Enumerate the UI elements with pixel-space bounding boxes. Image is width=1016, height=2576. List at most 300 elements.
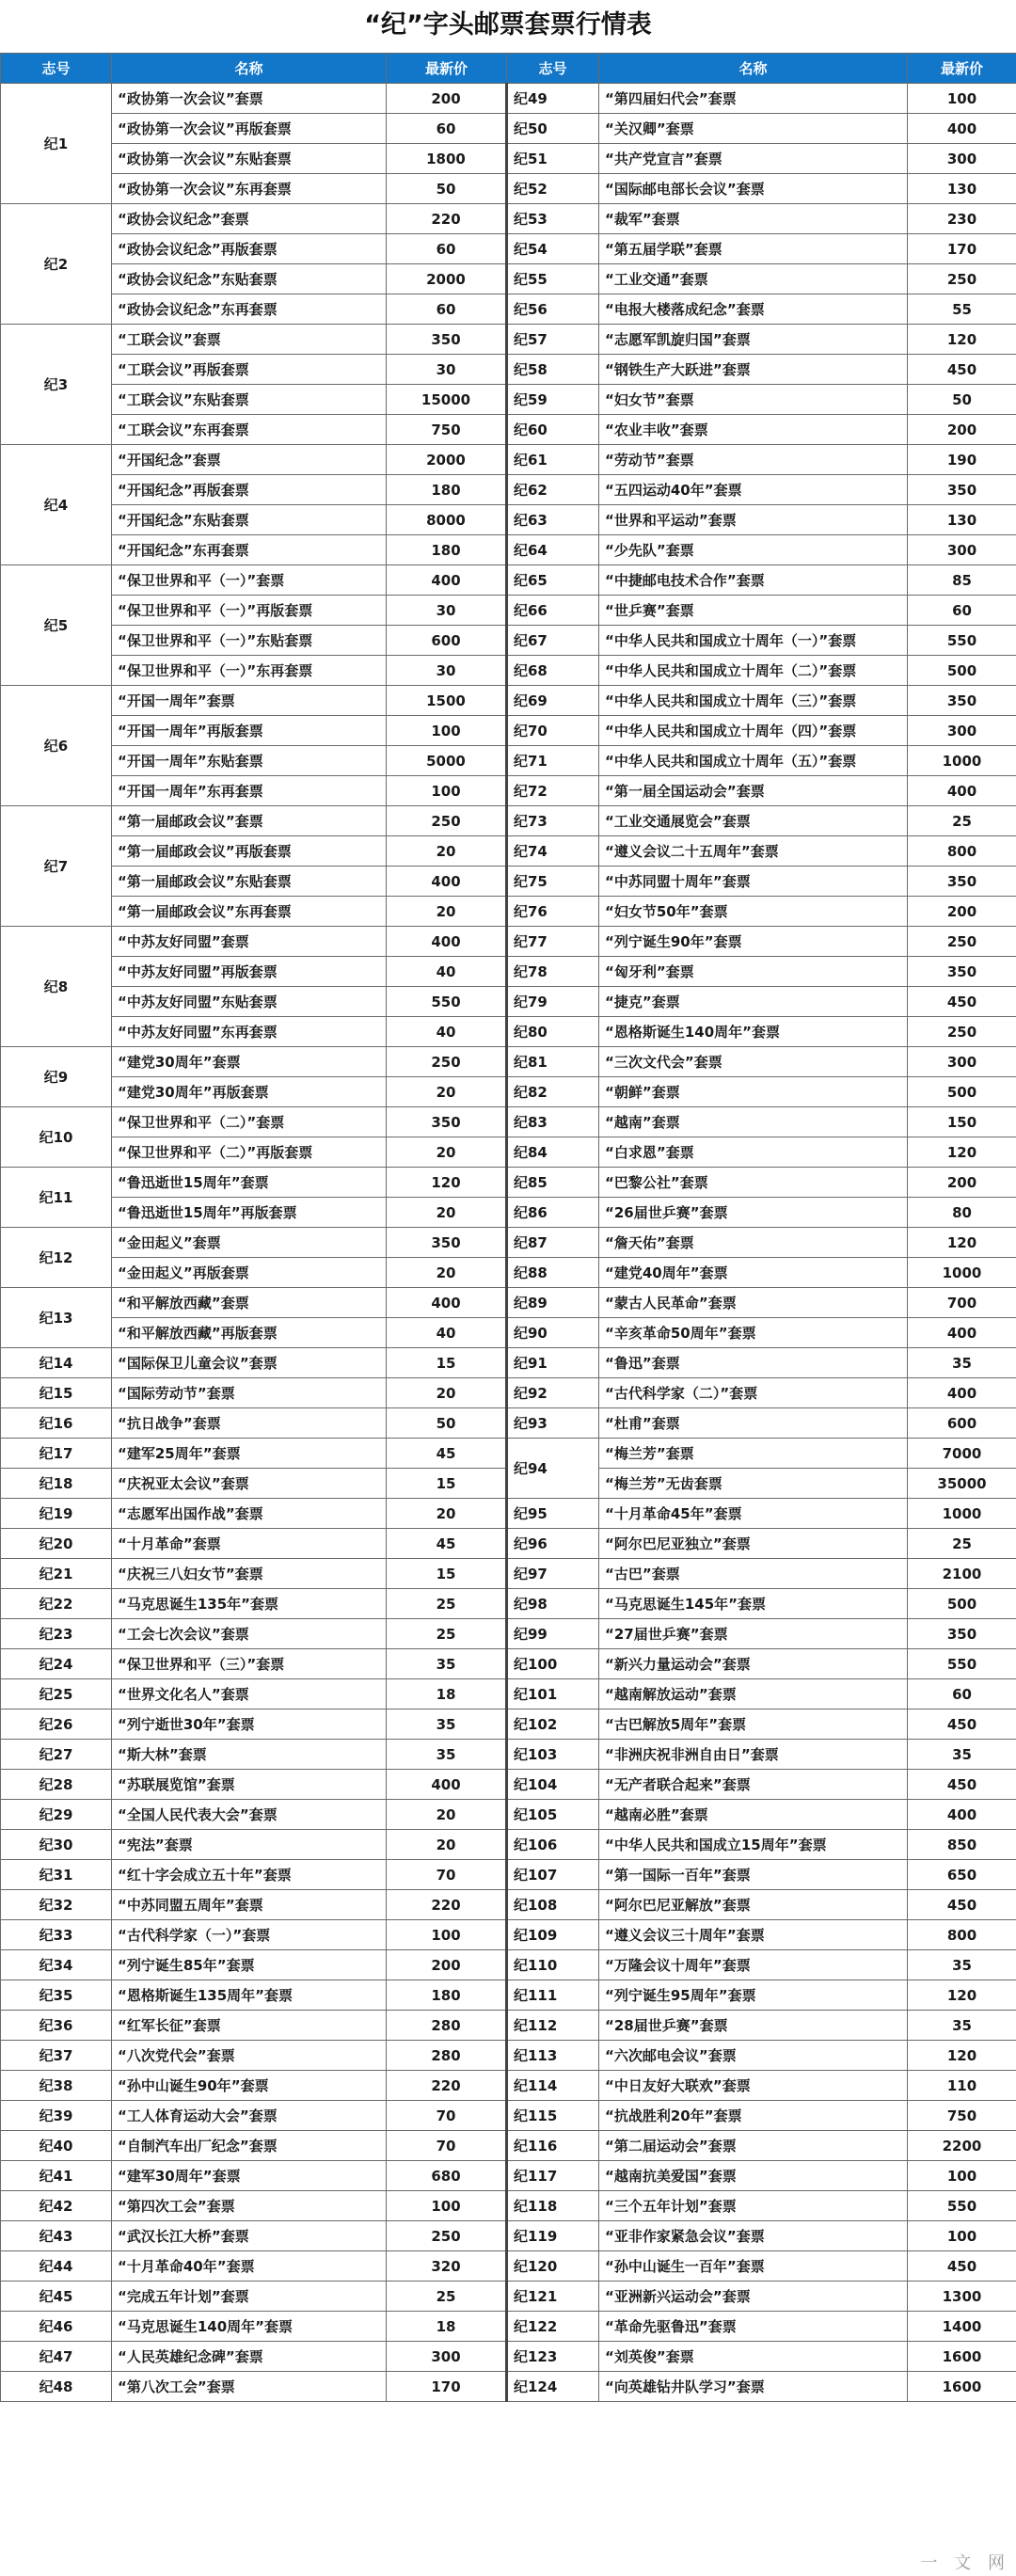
left-name-cell: “十月革命”套票 (112, 1529, 387, 1559)
right-price-cell: 750 (908, 2101, 1016, 2131)
right-price-cell: 400 (908, 114, 1016, 144)
right-code-cell: 纪63 (507, 505, 599, 535)
left-price-cell: 30 (387, 596, 507, 626)
table-row (1, 1408, 1016, 1439)
right-price-cell: 450 (908, 1890, 1016, 1920)
left-name-cell: “工联会议”再版套票 (112, 355, 387, 385)
right-code-cell: 纪59 (507, 385, 599, 415)
right-code-cell: 纪67 (507, 626, 599, 656)
right-code-cell: 纪82 (507, 1077, 599, 1107)
left-code-cell: 纪43 (1, 2221, 112, 2251)
right-name-cell: “古代科学家（二）”套票 (599, 1378, 908, 1408)
right-price-cell: 120 (908, 1228, 1016, 1258)
table-row (1, 505, 1016, 535)
right-name-cell: “26届世乒赛”套票 (599, 1198, 908, 1228)
right-code-cell: 纪50 (507, 114, 599, 144)
right-name-cell: “新兴力量运动会”套票 (599, 1649, 908, 1679)
right-price-cell: 100 (908, 2161, 1016, 2191)
right-name-cell: “马克思诞生145年”套票 (599, 1589, 908, 1619)
left-name-cell: “鲁迅逝世15周年”再版套票 (112, 1198, 387, 1228)
right-code-cell: 纪112 (507, 2011, 599, 2041)
right-code-cell: 纪111 (507, 1980, 599, 2011)
left-price-cell: 280 (387, 2041, 507, 2071)
left-name-cell: “鲁迅逝世15周年”套票 (112, 1168, 387, 1198)
table-row (1, 1348, 1016, 1378)
right-name-cell: “电报大楼落成纪念”套票 (599, 294, 908, 325)
right-code-cell: 纪53 (507, 204, 599, 234)
left-name-cell: “全国人民代表大会”套票 (112, 1800, 387, 1830)
right-price-cell: 800 (908, 1920, 1016, 1950)
right-price-cell: 7000 (908, 1439, 1016, 1469)
right-code-cell: 纪116 (507, 2131, 599, 2161)
left-code-cell: 纪22 (1, 1589, 112, 1619)
right-name-cell: “工业交通展览会”套票 (599, 806, 908, 836)
left-code-cell: 纪16 (1, 1408, 112, 1439)
right-price-cell: 500 (908, 1077, 1016, 1107)
right-price-cell: 80 (908, 1198, 1016, 1228)
right-code-cell: 纪76 (507, 897, 599, 927)
left-name-cell: “工联会议”套票 (112, 325, 387, 355)
table-row (1, 656, 1016, 686)
left-price-cell: 120 (387, 1168, 507, 1198)
right-price-cell: 800 (908, 836, 1016, 867)
right-code-cell: 纪120 (507, 2251, 599, 2282)
header-name-left: 名称 (112, 54, 387, 84)
right-code-cell: 纪83 (507, 1107, 599, 1137)
left-name-cell: “庆祝亚太会议”套票 (112, 1469, 387, 1499)
left-name-cell: “第四次工会”套票 (112, 2191, 387, 2221)
left-name-cell: “第一届邮政会议”东再套票 (112, 897, 387, 927)
right-name-cell: “工业交通”套票 (599, 264, 908, 294)
right-code-cell: 纪61 (507, 445, 599, 475)
right-code-cell: 纪79 (507, 987, 599, 1017)
left-price-cell: 550 (387, 987, 507, 1017)
left-name-cell: “开国一周年”再版套票 (112, 716, 387, 746)
left-code-cell: 纪45 (1, 2282, 112, 2312)
left-price-cell: 250 (387, 806, 507, 836)
left-name-cell: “工会七次会议”套票 (112, 1619, 387, 1649)
left-name-cell: “人民英雄纪念碑”套票 (112, 2342, 387, 2372)
left-price-cell: 20 (387, 1198, 507, 1228)
left-code-cell: 纪1 (1, 84, 112, 204)
left-name-cell: “古代科学家（一）”套票 (112, 1920, 387, 1950)
right-name-cell: “第五届学联”套票 (599, 234, 908, 264)
table-row (1, 2131, 1016, 2161)
right-price-cell: 200 (908, 1168, 1016, 1198)
right-price-cell: 500 (908, 1589, 1016, 1619)
table-row (1, 475, 1016, 505)
right-name-cell: “刘英俊”套票 (599, 2342, 908, 2372)
right-code-cell: 纪57 (507, 325, 599, 355)
right-code-cell: 纪68 (507, 656, 599, 686)
table-row (1, 355, 1016, 385)
table-row (1, 84, 1016, 114)
right-code-cell: 纪92 (507, 1378, 599, 1408)
left-name-cell: “国际保卫儿童会议”套票 (112, 1348, 387, 1378)
table-row (1, 957, 1016, 987)
right-price-cell: 190 (908, 445, 1016, 475)
left-code-cell: 纪42 (1, 2191, 112, 2221)
right-code-cell: 纪114 (507, 2071, 599, 2101)
table-row (1, 1619, 1016, 1649)
left-name-cell: “保卫世界和平（一）”东再套票 (112, 656, 387, 686)
right-code-cell: 纪119 (507, 2221, 599, 2251)
left-name-cell: “第一届邮政会议”再版套票 (112, 836, 387, 867)
left-code-cell: 纪2 (1, 204, 112, 325)
left-name-cell: “开国纪念”东再套票 (112, 535, 387, 565)
right-price-cell: 25 (908, 1529, 1016, 1559)
right-price-cell: 550 (908, 2191, 1016, 2221)
left-price-cell: 35 (387, 1709, 507, 1740)
right-name-cell: “鲁迅”套票 (599, 1348, 908, 1378)
right-name-cell: “27届世乒赛”套票 (599, 1619, 908, 1649)
left-price-cell: 320 (387, 2251, 507, 2282)
right-code-cell: 纪123 (507, 2342, 599, 2372)
left-name-cell: “建军30周年”套票 (112, 2161, 387, 2191)
left-price-cell: 400 (387, 867, 507, 897)
left-name-cell: “宪法”套票 (112, 1830, 387, 1860)
left-name-cell: “政协第一次会议”东再套票 (112, 174, 387, 204)
right-price-cell: 200 (908, 897, 1016, 927)
left-price-cell: 25 (387, 1589, 507, 1619)
right-code-cell: 纪49 (507, 84, 599, 114)
left-code-cell: 纪11 (1, 1168, 112, 1228)
left-price-cell: 180 (387, 535, 507, 565)
right-price-cell: 35000 (908, 1469, 1016, 1499)
left-name-cell: “保卫世界和平（一）”东贴套票 (112, 626, 387, 656)
right-name-cell: “中华人民共和国成立十周年（二）”套票 (599, 656, 908, 686)
right-name-cell: “世界和平运动”套票 (599, 505, 908, 535)
left-price-cell: 70 (387, 2131, 507, 2161)
table-row (1, 2282, 1016, 2312)
left-name-cell: “开国一周年”套票 (112, 686, 387, 716)
left-name-cell: “苏联展览馆”套票 (112, 1770, 387, 1800)
left-price-cell: 400 (387, 1770, 507, 1800)
left-code-cell: 纪26 (1, 1709, 112, 1740)
right-code-cell: 纪64 (507, 535, 599, 565)
right-name-cell: “古巴”套票 (599, 1559, 908, 1589)
left-code-cell: 纪34 (1, 1950, 112, 1980)
left-code-cell: 纪41 (1, 2161, 112, 2191)
left-price-cell: 170 (387, 2372, 507, 2402)
left-name-cell: “第一届邮政会议”东贴套票 (112, 867, 387, 897)
left-price-cell: 250 (387, 2221, 507, 2251)
left-name-cell: “和平解放西藏”套票 (112, 1288, 387, 1318)
left-name-cell: “第八次工会”套票 (112, 2372, 387, 2402)
right-code-cell: 纪124 (507, 2372, 599, 2402)
table-row (1, 445, 1016, 475)
left-code-cell: 纪29 (1, 1800, 112, 1830)
left-price-cell: 400 (387, 927, 507, 957)
left-name-cell: “恩格斯诞生135周年”套票 (112, 1980, 387, 2011)
left-price-cell: 400 (387, 565, 507, 596)
right-code-cell: 纪70 (507, 716, 599, 746)
right-code-cell: 纪96 (507, 1529, 599, 1559)
left-price-cell: 15 (387, 1559, 507, 1589)
left-code-cell: 纪7 (1, 806, 112, 927)
table-row (1, 1318, 1016, 1348)
table-row (1, 1649, 1016, 1679)
left-code-cell: 纪36 (1, 2011, 112, 2041)
table-row (1, 1890, 1016, 1920)
left-name-cell: “红军长征”套票 (112, 2011, 387, 2041)
right-name-cell: “巴黎公社”套票 (599, 1168, 908, 1198)
right-name-cell: “非洲庆祝非洲自由日”套票 (599, 1740, 908, 1770)
left-name-cell: “中苏友好同盟”套票 (112, 927, 387, 957)
left-code-cell: 纪44 (1, 2251, 112, 2282)
table-row (1, 806, 1016, 836)
table-row (1, 1378, 1016, 1408)
table-row (1, 2071, 1016, 2101)
table-row (1, 1168, 1016, 1198)
right-price-cell: 1000 (908, 1499, 1016, 1529)
right-name-cell: “五四运动40年”套票 (599, 475, 908, 505)
table-row (1, 746, 1016, 776)
left-price-cell: 20 (387, 1499, 507, 1529)
left-price-cell: 600 (387, 626, 507, 656)
left-name-cell: “保卫世界和平（二）”再版套票 (112, 1137, 387, 1168)
right-code-cell: 纪87 (507, 1228, 599, 1258)
header-code-left: 志号 (1, 54, 112, 84)
table-row (1, 1920, 1016, 1950)
right-name-cell: “阿尔巴尼亚独立”套票 (599, 1529, 908, 1559)
right-name-cell: “越南解放运动”套票 (599, 1679, 908, 1709)
table-row (1, 2191, 1016, 2221)
right-price-cell: 2100 (908, 1559, 1016, 1589)
left-price-cell: 2000 (387, 445, 507, 475)
right-name-cell: “志愿军凯旋归国”套票 (599, 325, 908, 355)
left-name-cell: “自制汽车出厂纪念”套票 (112, 2131, 387, 2161)
right-price-cell: 1600 (908, 2372, 1016, 2402)
right-code-cell: 纪93 (507, 1408, 599, 1439)
table-row (1, 2161, 1016, 2191)
left-name-cell: “开国一周年”东贴套票 (112, 746, 387, 776)
left-price-cell: 15000 (387, 385, 507, 415)
right-price-cell: 250 (908, 927, 1016, 957)
right-price-cell: 35 (908, 2011, 1016, 2041)
right-code-cell: 纪73 (507, 806, 599, 836)
watermark: 一 文 网 (920, 2553, 1010, 2573)
right-name-cell: “钢铁生产大跃进”套票 (599, 355, 908, 385)
right-code-cell: 纪102 (507, 1709, 599, 1740)
left-name-cell: “工人体育运动大会”套票 (112, 2101, 387, 2131)
table-row (1, 987, 1016, 1017)
left-code-cell: 纪25 (1, 1679, 112, 1709)
right-code-cell: 纪86 (507, 1198, 599, 1228)
table-row (1, 174, 1016, 204)
table-row (1, 234, 1016, 264)
left-price-cell: 180 (387, 475, 507, 505)
right-price-cell: 1000 (908, 1258, 1016, 1288)
left-price-cell: 20 (387, 1258, 507, 1288)
table-row (1, 385, 1016, 415)
table-row (1, 1077, 1016, 1107)
right-code-cell: 纪121 (507, 2282, 599, 2312)
right-code-cell: 纪81 (507, 1047, 599, 1077)
right-name-cell: “第一国际一百年”套票 (599, 1860, 908, 1890)
right-code-cell: 纪77 (507, 927, 599, 957)
table-row (1, 1258, 1016, 1288)
left-price-cell: 8000 (387, 505, 507, 535)
left-code-cell: 纪17 (1, 1439, 112, 1469)
right-price-cell: 1000 (908, 746, 1016, 776)
left-price-cell: 280 (387, 2011, 507, 2041)
left-price-cell: 25 (387, 1619, 507, 1649)
left-name-cell: “政协会议纪念”东再套票 (112, 294, 387, 325)
left-name-cell: “开国纪念”套票 (112, 445, 387, 475)
table-row (1, 1679, 1016, 1709)
left-code-cell: 纪3 (1, 325, 112, 445)
right-name-cell: “第一届全国运动会”套票 (599, 776, 908, 806)
right-code-cell: 纪98 (507, 1589, 599, 1619)
right-price-cell: 350 (908, 957, 1016, 987)
right-code-cell: 纪85 (507, 1168, 599, 1198)
left-name-cell: “马克思诞生140周年”套票 (112, 2312, 387, 2342)
left-price-cell: 250 (387, 1047, 507, 1077)
left-code-cell: 纪31 (1, 1860, 112, 1890)
right-price-cell: 110 (908, 2071, 1016, 2101)
table-row (1, 686, 1016, 716)
left-name-cell: “志愿军出国作战”套票 (112, 1499, 387, 1529)
right-price-cell: 350 (908, 867, 1016, 897)
right-code-cell: 纪54 (507, 234, 599, 264)
left-code-cell: 纪46 (1, 2312, 112, 2342)
left-name-cell: “完成五年计划”套票 (112, 2282, 387, 2312)
right-code-cell: 纪107 (507, 1860, 599, 1890)
left-code-cell: 纪19 (1, 1499, 112, 1529)
right-name-cell: “捷克”套票 (599, 987, 908, 1017)
right-price-cell: 600 (908, 1408, 1016, 1439)
right-name-cell: “蒙古人民革命”套票 (599, 1288, 908, 1318)
right-price-cell: 1400 (908, 2312, 1016, 2342)
right-price-cell: 450 (908, 355, 1016, 385)
left-name-cell: “列宁逝世30年”套票 (112, 1709, 387, 1740)
left-name-cell: “建党30周年”套票 (112, 1047, 387, 1077)
right-price-cell: 550 (908, 626, 1016, 656)
left-name-cell: “建军25周年”套票 (112, 1439, 387, 1469)
left-code-cell: 纪9 (1, 1047, 112, 1107)
right-price-cell: 400 (908, 1378, 1016, 1408)
right-code-cell: 纪95 (507, 1499, 599, 1529)
left-price-cell: 680 (387, 2161, 507, 2191)
table-row (1, 1198, 1016, 1228)
right-name-cell: “遵义会议三十周年”套票 (599, 1920, 908, 1950)
table-row (1, 867, 1016, 897)
table-row (1, 836, 1016, 867)
right-name-cell: “向英雄钻井队学习”套票 (599, 2372, 908, 2402)
left-name-cell: “世界文化名人”套票 (112, 1679, 387, 1709)
right-code-cell: 纪106 (507, 1830, 599, 1860)
right-name-cell: “中华人民共和国成立十周年（一）”套票 (599, 626, 908, 656)
left-name-cell: “政协会议纪念”再版套票 (112, 234, 387, 264)
left-code-cell: 纪14 (1, 1348, 112, 1378)
right-name-cell: “匈牙利”套票 (599, 957, 908, 987)
left-price-cell: 200 (387, 1950, 507, 1980)
left-price-cell: 40 (387, 1318, 507, 1348)
right-price-cell: 25 (908, 806, 1016, 836)
right-price-cell: 450 (908, 1709, 1016, 1740)
right-price-cell: 100 (908, 84, 1016, 114)
right-code-cell: 纪99 (507, 1619, 599, 1649)
right-name-cell: “阿尔巴尼亚解放”套票 (599, 1890, 908, 1920)
left-name-cell: “和平解放西藏”再版套票 (112, 1318, 387, 1348)
table-row (1, 2312, 1016, 2342)
left-code-cell: 纪35 (1, 1980, 112, 2011)
left-name-cell: “保卫世界和平（一）”套票 (112, 565, 387, 596)
header-name-right: 名称 (599, 54, 908, 84)
left-price-cell: 200 (387, 84, 507, 114)
right-name-cell: “中日友好大联欢”套票 (599, 2071, 908, 2101)
left-price-cell: 20 (387, 1077, 507, 1107)
left-name-cell: “开国纪念”再版套票 (112, 475, 387, 505)
right-name-cell: “詹天佑”套票 (599, 1228, 908, 1258)
left-name-cell: “金田起义”再版套票 (112, 1258, 387, 1288)
left-code-cell: 纪48 (1, 2372, 112, 2402)
right-name-cell: “28届世乒赛”套票 (599, 2011, 908, 2041)
right-price-cell: 55 (908, 294, 1016, 325)
right-price-cell: 130 (908, 505, 1016, 535)
left-price-cell: 350 (387, 1228, 507, 1258)
left-code-cell: 纪12 (1, 1228, 112, 1288)
right-code-cell: 纪100 (507, 1649, 599, 1679)
right-code-cell: 纪109 (507, 1920, 599, 1950)
right-price-cell: 400 (908, 776, 1016, 806)
left-code-cell: 纪27 (1, 1740, 112, 1770)
right-code-cell: 纪72 (507, 776, 599, 806)
left-name-cell: “马克思诞生135年”套票 (112, 1589, 387, 1619)
table-row (1, 1228, 1016, 1258)
right-code-cell: 纪103 (507, 1740, 599, 1770)
left-price-cell: 45 (387, 1439, 507, 1469)
left-price-cell: 15 (387, 1348, 507, 1378)
table-row (1, 144, 1016, 174)
left-code-cell: 纪15 (1, 1378, 112, 1408)
right-name-cell: “世乒赛”套票 (599, 596, 908, 626)
right-code-cell: 纪105 (507, 1800, 599, 1830)
right-price-cell: 35 (908, 1950, 1016, 1980)
right-name-cell: “梅兰芳”套票 (599, 1439, 908, 1469)
right-code-cell: 纪58 (507, 355, 599, 385)
left-price-cell: 45 (387, 1529, 507, 1559)
table-row (1, 2011, 1016, 2041)
table-row (1, 897, 1016, 927)
right-code-cell: 纪75 (507, 867, 599, 897)
table-row (1, 596, 1016, 626)
right-name-cell: “朝鲜”套票 (599, 1077, 908, 1107)
right-code-cell: 纪60 (507, 415, 599, 445)
right-price-cell: 120 (908, 2041, 1016, 2071)
right-price-cell: 300 (908, 716, 1016, 746)
right-name-cell: “越南”套票 (599, 1107, 908, 1137)
right-price-cell: 35 (908, 1348, 1016, 1378)
right-price-cell: 60 (908, 596, 1016, 626)
right-price-cell: 120 (908, 1980, 1016, 2011)
right-name-cell: “六次邮电会议”套票 (599, 2041, 908, 2071)
right-name-cell: “越南抗美爱国”套票 (599, 2161, 908, 2191)
left-name-cell: “政协会议纪念”东贴套票 (112, 264, 387, 294)
left-price-cell: 1800 (387, 144, 507, 174)
left-price-cell: 2000 (387, 264, 507, 294)
table-row (1, 204, 1016, 234)
left-price-cell: 400 (387, 1288, 507, 1318)
right-price-cell: 1600 (908, 2342, 1016, 2372)
left-name-cell: “政协会议纪念”套票 (112, 204, 387, 234)
table-row (1, 716, 1016, 746)
right-name-cell: “杜甫”套票 (599, 1408, 908, 1439)
left-price-cell: 20 (387, 1830, 507, 1860)
table-row (1, 1288, 1016, 1318)
table-row (1, 294, 1016, 325)
